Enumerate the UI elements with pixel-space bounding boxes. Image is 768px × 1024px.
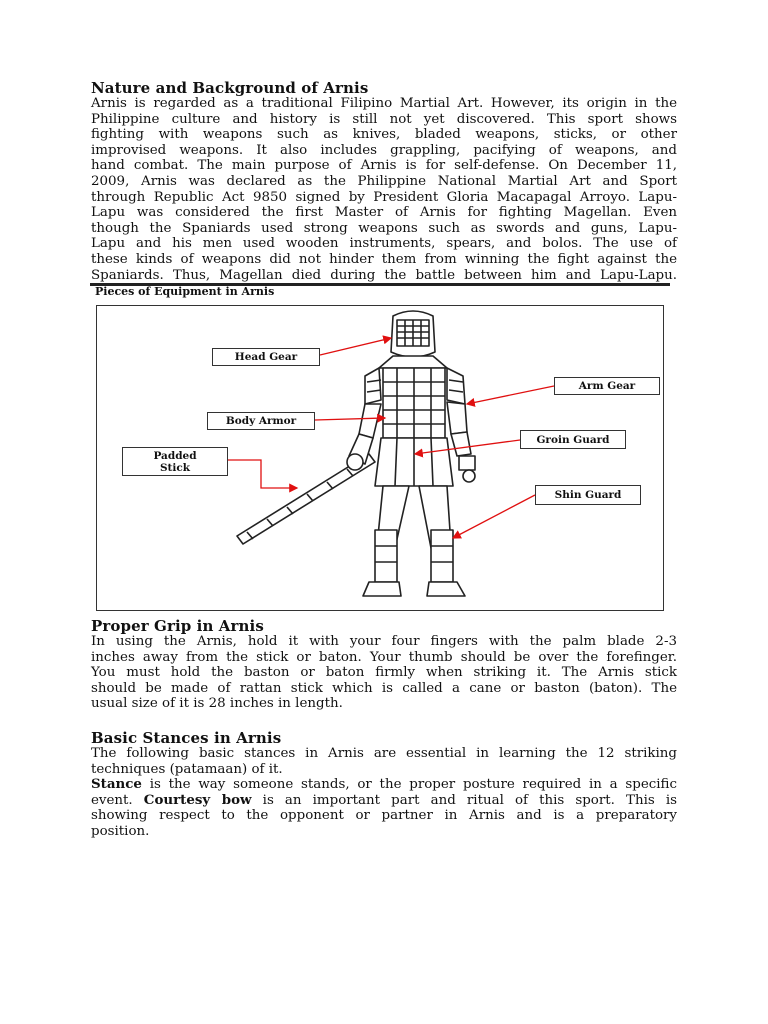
section-paragraph-nature [91, 96, 677, 283]
text-line: improvised weapons. It also includes grappling, pacifying of weapons, and [91, 142, 677, 158]
text-line-bow [91, 793, 677, 809]
section-heading-nature: Nature and Background of Arnis [91, 79, 369, 97]
text-line: showing respect to the opponent or partner in Arnis and is a preparatory [91, 808, 677, 824]
text-line: though the Spaniards used strong weapons such as swords and guns, Lapu- [91, 220, 677, 236]
callout-arrows [97, 306, 665, 612]
figure-caption: Pieces of Equipment in Arnis [95, 285, 275, 298]
section-paragraph-grip [91, 634, 677, 712]
text-line: Spaniards. Thus, Magellan died during the battle between him and Lapu-Lapu. [91, 267, 677, 283]
text-line: The following basic stances in Arnis are essential in learning the 12 striking [91, 746, 677, 761]
equipment-figure [96, 305, 664, 611]
section-heading-grip: Proper Grip in Arnis [91, 617, 264, 635]
text-line: these kinds of weapons did not hinder them from winning the fight against the [91, 251, 677, 267]
term-stance: Stance [91, 776, 142, 793]
label-head-gear: Head Gear [212, 348, 320, 366]
text-line: through Republic Act 9850 signed by President Gloria Macapagal Arroyo. Lapu- [91, 189, 677, 205]
arrow-arm-gear [467, 386, 554, 404]
text-line: Lapu and his men used wooden instruments, spears, and bolos. The use of [91, 236, 677, 252]
text-line: Arnis is regarded as a traditional Filipino Martial Art. However, its origin in the [91, 96, 677, 111]
text-line: inches away from the stick or baton. Your thumb should be over the forefinger. [91, 649, 677, 665]
arrow-head-gear [320, 338, 391, 355]
section-paragraph-stances [91, 746, 677, 840]
text-line: In using the Arnis, hold it with your four fingers with the palm blade 2-3 [91, 634, 677, 649]
text-line: 2009, Arnis was declared as the Philippine National Martial Art and Sport [91, 173, 677, 189]
text-line: Lapu was considered the first Master of Arnis for fighting Magellan. Even [91, 205, 677, 221]
arrow-body-armor [315, 418, 385, 420]
label-padded-stick-line1: Padded [153, 449, 197, 462]
label-arm-gear: Arm Gear [554, 377, 660, 395]
arrow-padded-stick [228, 460, 297, 488]
text-line: fighting with weapons such as knives, bladed weapons, sticks, or other [91, 127, 677, 143]
label-shin-guard: Shin Guard [535, 485, 641, 505]
text-line: You must hold the baston or baton firmly when striking it. The Arnis stick [91, 665, 677, 681]
term-courtesy-bow: Courtesy bow [143, 791, 252, 808]
arrow-shin-guard [453, 495, 535, 538]
text-line: usual size of it is 28 inches in length. [91, 696, 343, 712]
text-line: should be made of rattan stick which is called a cane or baston (baton). The [91, 680, 677, 696]
text-line: Philippine culture and history is still not yet discovered. This sport shows [91, 111, 677, 127]
line-start: event. [91, 792, 144, 808]
bow-definition: is an important part and ritual of this sport. This is [251, 792, 678, 808]
arrow-groin-guard [415, 440, 520, 454]
stance-definition: is the way someone stands, or the proper posture required in a specific [141, 777, 677, 793]
label-padded-stick-line2: Stick [159, 461, 191, 474]
text-line-stance [91, 777, 677, 793]
text-line: techniques (patamaan) of it. [91, 761, 283, 777]
label-groin-guard: Groin Guard [520, 430, 626, 449]
text-line: hand combat. The main purpose of Arnis is for self-defense. On December 11, [91, 158, 677, 174]
section-heading-stances: Basic Stances in Arnis [91, 729, 282, 747]
text-line: position. [91, 823, 150, 839]
label-body-armor: Body Armor [207, 412, 315, 430]
